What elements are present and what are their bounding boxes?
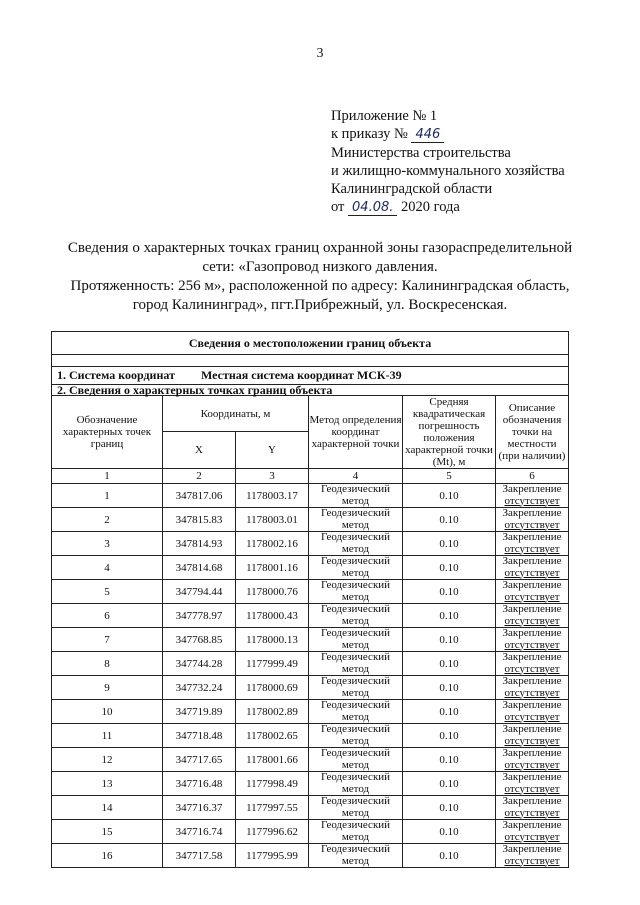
- point-number: 8: [52, 652, 163, 676]
- method-line-1: Геодезический: [320, 723, 391, 735]
- document-title: [40, 239, 600, 315]
- point-number: 7: [52, 628, 163, 652]
- method-line-1: Геодезический: [320, 531, 391, 543]
- coord-x: 347717.58: [163, 844, 236, 868]
- error-value: 0.10: [403, 628, 496, 652]
- method-line-1: Геодезический: [320, 507, 391, 519]
- table-row: [52, 580, 569, 604]
- coord-y: 1178000.13: [236, 628, 309, 652]
- point-number: 16: [52, 844, 163, 868]
- desc-line-2: отсутствует: [504, 590, 560, 603]
- col-point-header: Обозначение характерных точек границ: [52, 396, 163, 469]
- point-number: 5: [52, 580, 163, 604]
- error-value: 0.10: [403, 724, 496, 748]
- description-cell: [496, 844, 569, 868]
- method-line-2: метод: [341, 662, 370, 675]
- table-row: [52, 628, 569, 652]
- coord-y: 1178003.17: [236, 484, 309, 508]
- description-cell: [496, 724, 569, 748]
- col-y-header: Y: [236, 432, 309, 469]
- method-cell: [309, 724, 403, 748]
- error-value: 0.10: [403, 820, 496, 844]
- date-suffix: 2020 года: [401, 199, 460, 216]
- col-coords-header: Координаты, м: [163, 396, 309, 432]
- method-line-2: метод: [341, 518, 370, 531]
- title-line-3: Протяженность: 256 м», расположенной по адресу: Калининградская область,: [70, 278, 570, 294]
- method-line-2: метод: [341, 638, 370, 651]
- method-cell: [309, 532, 403, 556]
- annex-line-4: и жилищно-коммунального хозяйства: [331, 162, 565, 179]
- coord-x: 347717.65: [163, 748, 236, 772]
- annex-line-3: Министерства строительства: [331, 144, 511, 161]
- description-cell: [496, 796, 569, 820]
- col-number: 4: [309, 469, 403, 484]
- method-line-1: Геодезический: [320, 747, 391, 759]
- coordinate-system-row: [52, 367, 569, 385]
- coord-y: 1178001.66: [236, 748, 309, 772]
- coord-y: 1178000.76: [236, 580, 309, 604]
- description-cell: [496, 700, 569, 724]
- method-line-2: метод: [341, 782, 370, 795]
- method-line-2: метод: [341, 614, 370, 627]
- method-line-2: метод: [341, 830, 370, 843]
- coord-y: 1177997.55: [236, 796, 309, 820]
- desc-line-2: отсутствует: [504, 662, 560, 675]
- desc-line-1: Закрепление: [502, 555, 562, 567]
- method-cell: [309, 820, 403, 844]
- table-title: Сведения о местоположении границ объекта: [52, 332, 569, 355]
- table-row: [52, 796, 569, 820]
- table-row: [52, 724, 569, 748]
- desc-line-1: Закрепление: [502, 819, 562, 831]
- page-number: 3: [316, 46, 324, 61]
- error-value: 0.10: [403, 844, 496, 868]
- date-handwritten: 04.08.: [348, 201, 397, 216]
- method-line-2: метод: [341, 542, 370, 555]
- error-value: 0.10: [403, 580, 496, 604]
- date-prefix: от: [331, 199, 345, 216]
- desc-line-2: отсутствует: [504, 854, 560, 867]
- table-row: [52, 772, 569, 796]
- title-line-1: Сведения о характерных точках границ охранной зоны газораспределительной: [67, 240, 573, 256]
- method-line-2: метод: [341, 806, 370, 819]
- col-number: 1: [52, 469, 163, 484]
- error-value: 0.10: [403, 700, 496, 724]
- point-number: 10: [52, 700, 163, 724]
- method-line-1: Геодезический: [320, 843, 391, 855]
- description-cell: [496, 628, 569, 652]
- annex-block: [331, 107, 565, 217]
- method-line-1: Геодезический: [320, 555, 391, 567]
- error-value: 0.10: [403, 508, 496, 532]
- annex-date-line: [331, 198, 565, 216]
- method-line-1: Геодезический: [320, 675, 391, 687]
- coord-y: 1177996.62: [236, 820, 309, 844]
- desc-line-2: отсутствует: [504, 758, 560, 771]
- table-row: [52, 844, 569, 868]
- table-row: [52, 508, 569, 532]
- desc-line-1: Закрепление: [502, 747, 562, 759]
- description-cell: [496, 820, 569, 844]
- error-value: 0.10: [403, 484, 496, 508]
- method-line-1: Геодезический: [320, 651, 391, 663]
- method-cell: [309, 844, 403, 868]
- error-value: 0.10: [403, 676, 496, 700]
- method-line-1: Геодезический: [320, 603, 391, 615]
- description-cell: [496, 556, 569, 580]
- desc-line-1: Закрепление: [502, 627, 562, 639]
- desc-line-1: Закрепление: [502, 579, 562, 591]
- desc-line-1: Закрепление: [502, 771, 562, 783]
- method-cell: [309, 676, 403, 700]
- order-prefix: к приказу №: [331, 126, 408, 143]
- point-number: 3: [52, 532, 163, 556]
- points-section-title: 2. Сведения о характерных точках границ объекта: [52, 385, 569, 396]
- desc-line-2: отсутствует: [504, 806, 560, 819]
- title-line-4: город Калининград», пгт.Прибрежный, ул. Воскресенская.: [132, 297, 508, 313]
- table-row: [52, 484, 569, 508]
- desc-line-1: Закрепление: [502, 483, 562, 495]
- system-value: Местная система координат МСК-39: [200, 368, 402, 382]
- description-cell: [496, 532, 569, 556]
- coord-x: 347732.24: [163, 676, 236, 700]
- coord-y: 1177995.99: [236, 844, 309, 868]
- desc-line-2: отсутствует: [504, 710, 560, 723]
- desc-line-1: Закрепление: [502, 603, 562, 615]
- desc-line-2: отсутствует: [504, 614, 560, 627]
- point-number: 12: [52, 748, 163, 772]
- method-line-1: Геодезический: [320, 579, 391, 591]
- error-value: 0.10: [403, 772, 496, 796]
- method-line-2: метод: [341, 734, 370, 747]
- method-line-2: метод: [341, 686, 370, 699]
- method-cell: [309, 772, 403, 796]
- coord-x: 347815.83: [163, 508, 236, 532]
- point-number: 2: [52, 508, 163, 532]
- point-number: 6: [52, 604, 163, 628]
- method-line-1: Геодезический: [320, 771, 391, 783]
- column-numbers-row: [52, 469, 569, 484]
- method-line-1: Геодезический: [320, 795, 391, 807]
- method-cell: [309, 484, 403, 508]
- error-value: 0.10: [403, 796, 496, 820]
- coord-x: 347778.97: [163, 604, 236, 628]
- desc-line-2: отсутствует: [504, 734, 560, 747]
- point-number: 13: [52, 772, 163, 796]
- coord-x: 347716.37: [163, 796, 236, 820]
- description-cell: [496, 652, 569, 676]
- method-cell: [309, 652, 403, 676]
- coord-y: 1178000.69: [236, 676, 309, 700]
- coord-x: 347814.68: [163, 556, 236, 580]
- method-cell: [309, 580, 403, 604]
- boundary-points-table: [51, 331, 569, 868]
- desc-line-1: Закрепление: [502, 531, 562, 543]
- method-cell: [309, 796, 403, 820]
- method-cell: [309, 628, 403, 652]
- col-number: 5: [403, 469, 496, 484]
- desc-line-2: отсутствует: [504, 782, 560, 795]
- method-line-2: метод: [341, 566, 370, 579]
- desc-line-2: отсутствует: [504, 494, 560, 507]
- desc-line-1: Закрепление: [502, 723, 562, 735]
- desc-line-2: отсутствует: [504, 542, 560, 555]
- desc-line-2: отсутствует: [504, 686, 560, 699]
- col-x-header: X: [163, 432, 236, 469]
- annex-line-2: [331, 125, 565, 143]
- coord-x: 347768.85: [163, 628, 236, 652]
- table-row: [52, 604, 569, 628]
- desc-line-2: отсутствует: [504, 566, 560, 579]
- table-row: [52, 532, 569, 556]
- desc-line-2: отсутствует: [504, 830, 560, 843]
- coord-x: 347817.06: [163, 484, 236, 508]
- desc-line-1: Закрепление: [502, 507, 562, 519]
- order-number-handwritten: 446: [411, 128, 444, 143]
- coord-x: 347794.44: [163, 580, 236, 604]
- col-number: 2: [163, 469, 236, 484]
- desc-line-1: Закрепление: [502, 795, 562, 807]
- coord-y: 1178000.43: [236, 604, 309, 628]
- coord-x: 347814.93: [163, 532, 236, 556]
- table-row: [52, 700, 569, 724]
- coord-y: 1178001.16: [236, 556, 309, 580]
- method-line-2: метод: [341, 590, 370, 603]
- table-row: [52, 652, 569, 676]
- description-cell: [496, 604, 569, 628]
- description-cell: [496, 772, 569, 796]
- method-line-1: Геодезический: [320, 699, 391, 711]
- system-label: 1. Система координат: [57, 368, 175, 382]
- desc-line-1: Закрепление: [502, 699, 562, 711]
- desc-line-1: Закрепление: [502, 843, 562, 855]
- coord-x: 347744.28: [163, 652, 236, 676]
- annex-line-5: Калининградской области: [331, 181, 493, 198]
- method-cell: [309, 556, 403, 580]
- desc-line-1: Закрепление: [502, 675, 562, 687]
- desc-line-2: отсутствует: [504, 638, 560, 651]
- error-value: 0.10: [403, 556, 496, 580]
- method-line-1: Геодезический: [320, 627, 391, 639]
- method-line-2: метод: [341, 758, 370, 771]
- error-value: 0.10: [403, 748, 496, 772]
- point-number: 1: [52, 484, 163, 508]
- error-value: 0.10: [403, 532, 496, 556]
- method-line-2: метод: [341, 710, 370, 723]
- error-value: 0.10: [403, 604, 496, 628]
- point-number: 4: [52, 556, 163, 580]
- coord-x: 347716.48: [163, 772, 236, 796]
- col-number: 6: [496, 469, 569, 484]
- point-number: 14: [52, 796, 163, 820]
- method-line-1: Геодезический: [320, 819, 391, 831]
- desc-line-2: отсутствует: [504, 518, 560, 531]
- table-row: [52, 676, 569, 700]
- coord-y: 1178002.16: [236, 532, 309, 556]
- table-row: [52, 748, 569, 772]
- desc-line-1: Закрепление: [502, 651, 562, 663]
- coord-y: 1178002.89: [236, 700, 309, 724]
- coord-y: 1178003.01: [236, 508, 309, 532]
- col-method-header: Метод определения координат характерной точки: [309, 396, 403, 469]
- error-value: 0.10: [403, 652, 496, 676]
- coord-y: 1178002.65: [236, 724, 309, 748]
- coord-x: 347716.74: [163, 820, 236, 844]
- title-line-2: сети: «Газопровод низкого давления.: [202, 259, 438, 275]
- col-number: 3: [236, 469, 309, 484]
- point-number: 11: [52, 724, 163, 748]
- method-line-2: метод: [341, 854, 370, 867]
- table-row: [52, 556, 569, 580]
- coord-y: 1177998.49: [236, 772, 309, 796]
- col-desc-header: Описание обозначения точки на местности (при наличии): [496, 396, 569, 469]
- annex-line-1: Приложение № 1: [331, 108, 438, 124]
- table-row: [52, 820, 569, 844]
- description-cell: [496, 580, 569, 604]
- method-cell: [309, 604, 403, 628]
- method-cell: [309, 508, 403, 532]
- coord-x: 347719.89: [163, 700, 236, 724]
- method-cell: [309, 700, 403, 724]
- method-cell: [309, 748, 403, 772]
- description-cell: [496, 676, 569, 700]
- description-cell: [496, 484, 569, 508]
- col-error-header: Средняя квадратическая погрешность положения характерной точки (Mt), м: [403, 396, 496, 469]
- method-line-2: метод: [341, 494, 370, 507]
- point-number: 15: [52, 820, 163, 844]
- method-line-1: Геодезический: [320, 483, 391, 495]
- table-spacer: [52, 355, 569, 367]
- point-number: 9: [52, 676, 163, 700]
- description-cell: [496, 748, 569, 772]
- coord-y: 1177999.49: [236, 652, 309, 676]
- description-cell: [496, 508, 569, 532]
- coord-x: 347718.48: [163, 724, 236, 748]
